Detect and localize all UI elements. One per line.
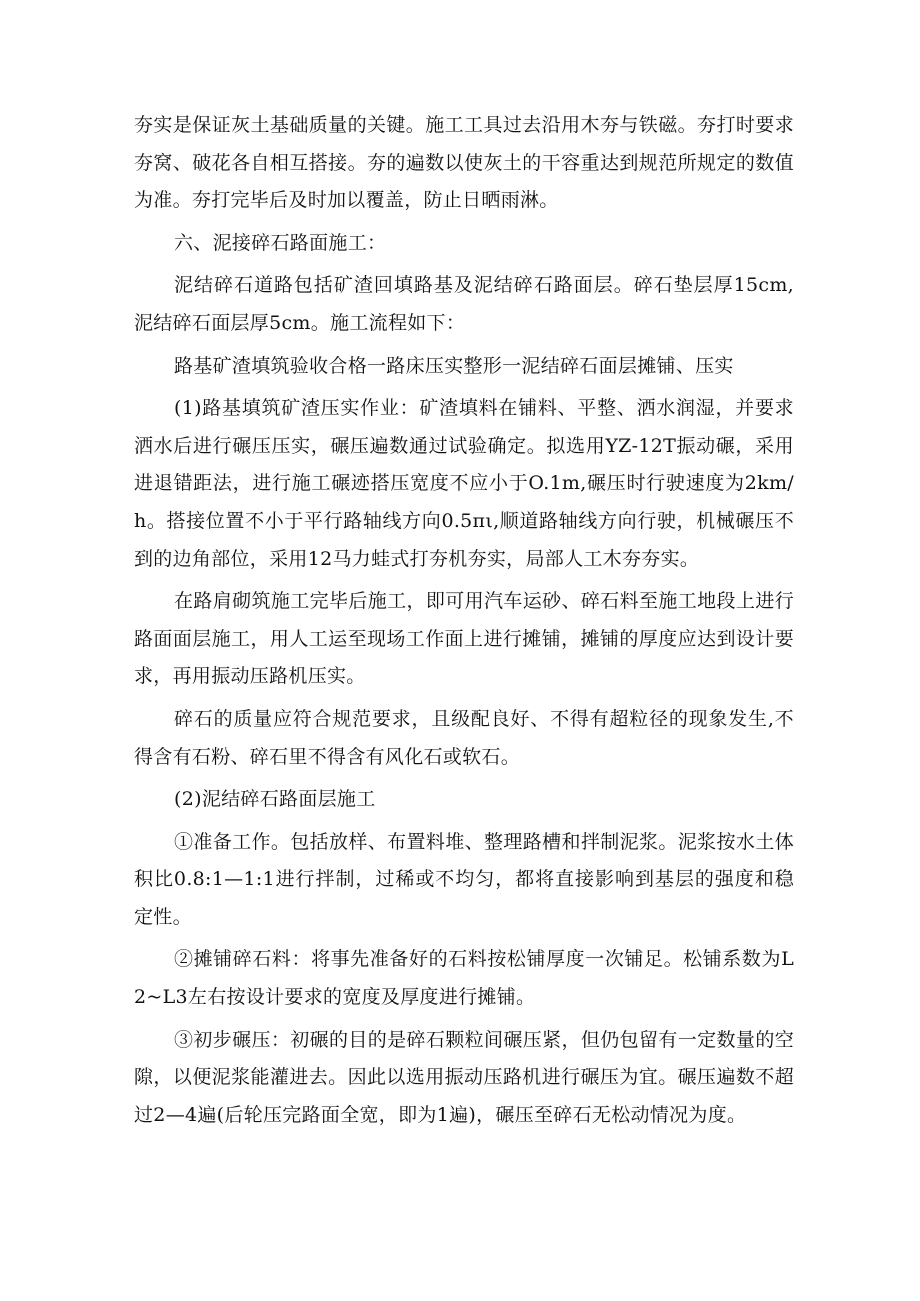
paragraph-process-flow: 路基矿渣填筑验收合格一路床压实整形一泥结碎石面层摊铺、压实 [174, 354, 734, 377]
paragraph-spreading: ②摊铺碎石料：将事先准备好的石料按松铺厚度一次铺足。松铺系数为L2~L3左右按设计要求的宽度及厚度进行摊铺。 [134, 948, 794, 1009]
section-heading-gravel-road: 六、泥接碎石路面施工： [174, 231, 387, 254]
paragraph-subgrade-compaction: (1)路基填筑矿渣压实作业：矿渣填料在铺料、平整、洒水润湿，并要求洒水后进行碾压压实，碾压遍数通过试验确定。拟选用YZ-12T振动碾，采用进退错距法，进行施工碾迹搭压宽度不应小于O.1m,碾压时行驶速度为2km/h。搭接位置不小于平行路轴线方向0.5πι,顺道路轴线方向行驶，机械碾压不到的边角部位，采用12马力蛙式打夯机夯实，局部人工木夯夯实。 [134, 397, 794, 570]
paragraph-road-layers: 泥结碎石道路包括矿渣回填路基及泥结碎石路面层。碎石垫层厚15cm,泥结碎石面层厚5cm。施工流程如下： [134, 274, 794, 334]
paragraph-gravel-quality: 碎石的质量应符合规范要求，且级配良好、不得有超粒径的现象发生,不得含有石粉、碎石里不得含有风化石或软石。 [134, 707, 794, 768]
paragraph-preparation: ①准备工作。包括放样、布置料堆、整理路槽和拌制泥浆。泥浆按水土体积比0.8:1—1:1进行拌制，过稀或不均匀，都将直接影响到基层的强度和稳定性。 [134, 830, 794, 928]
paragraph-surface-construction: 在路肩砌筑施工完毕后施工，即可用汽车运砂、碎石料至施工地段上进行路面面层施工，用人工运至现场工作面上进行摊铺，摊铺的厚度应达到设计要求，再用振动压路机压实。 [134, 590, 794, 688]
subheading-surface-layer: (2)泥结碎石路面层施工 [174, 788, 376, 811]
paragraph-initial-rolling: ③初步碾压：初碾的目的是碎石颗粒间碾压紧，但仍包留有一定数量的空隙，以便泥浆能灌进去。因此以选用振动压路机进行碾压为宜。碾压遍数不超过2—4遍(后轮压完路面全宽，即为1遍)，碾压至碎石无松动情况为度。 [134, 1028, 794, 1126]
paragraph-tamping: 夯实是保证灰土基础质量的关键。施工工具过去沿用木夯与铁磁。夯打时要求夯窝、破花各自相互搭接。夯的遍数以使灰土的干容重达到规范所规定的数值为准。夯打完毕后及时加以覆盖，防止日晒雨淋。 [134, 114, 794, 212]
document-body [134, 107, 794, 1139]
